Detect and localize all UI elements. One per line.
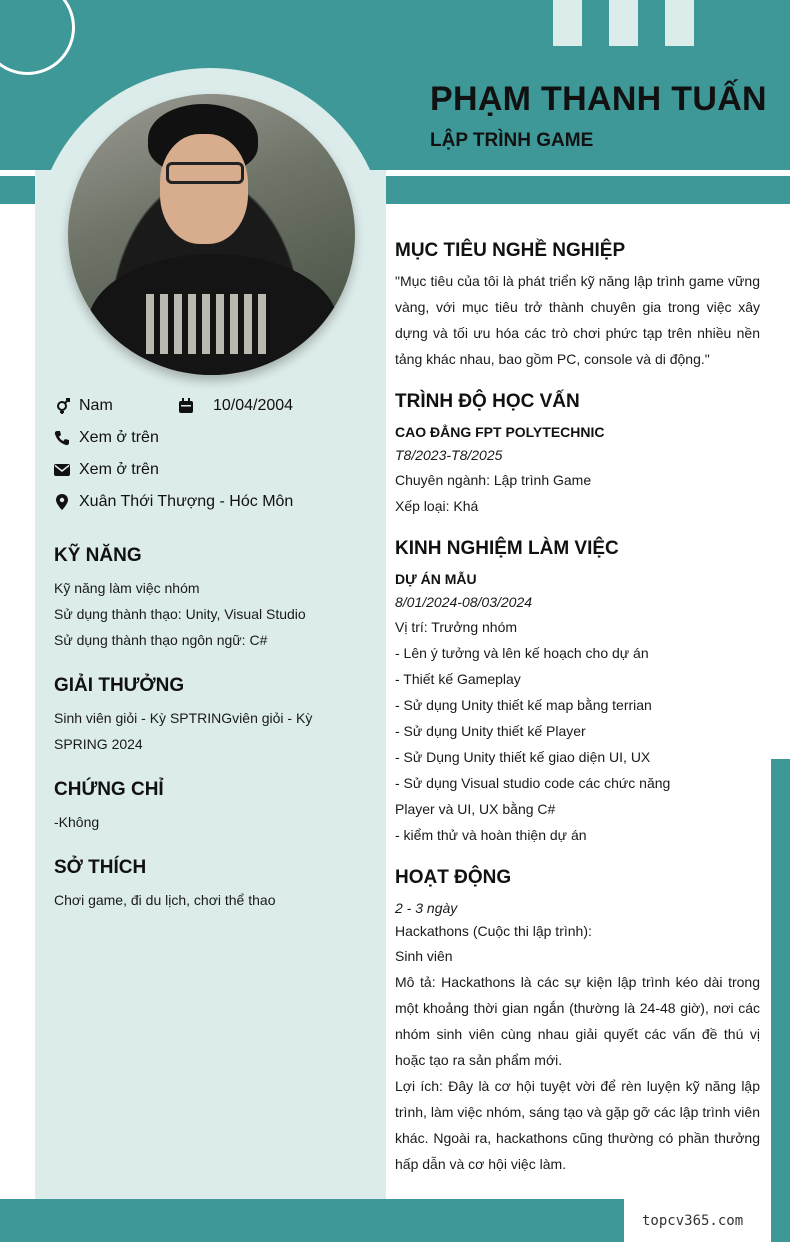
hobby-item: Chơi game, đi du lịch, chơi thể thao [54,892,276,908]
experience-line: - Sử dụng Unity thiết kế map bằng terrian [395,697,652,713]
candidate-name: PHẠM THANH TUẤN [430,80,767,118]
skills-title: KỸ NĂNG [54,545,142,566]
experience-line: - Lên ý tưởng và lên kế hoạch cho dự án [395,645,649,661]
gender-value: Nam [79,397,113,414]
experience-period: 8/01/2024-08/03/2024 [395,594,533,610]
experience-line: Vị trí: Trưởng nhóm [395,619,518,635]
gender-icon [54,398,70,414]
award-line: Sinh viên giỏi - Kỳ SPTRINGviên giỏi - Kỳ [54,710,313,726]
activity-role: Sinh viên [395,948,453,964]
activity-benefit: Lợi ích: Đây là cơ hội tuyệt vời để rèn luyện kỹ năng lập trình, làm việc nhóm, sáng tạo và gặp gỡ các lập trình viên khác. Ngoài ra, hackathons cũng thường có phần thưởng hấp dẫn và cơ hội việc làm. [395,1078,760,1172]
decorative-bar [609,0,638,46]
skill-item: Sử dụng thành thạo ngôn ngữ: C# [54,632,268,648]
address-value: Xuân Thới Thượng - Hóc Môn [79,493,294,510]
experience-line: Player và UI, UX bằng C# [395,801,556,817]
awards-title: GIẢI THƯỞNG [54,675,185,696]
location-pin-icon [54,494,70,510]
candidate-role: LẬP TRÌNH GAME [430,130,594,151]
activity-period: 2 - 3 ngày [395,900,458,916]
gender-row [54,397,113,415]
education-title: TRÌNH ĐỘ HỌC VẤN [395,391,580,412]
calendar-icon [178,398,194,414]
certificate-item: -Không [54,814,100,830]
experience-title: KINH NGHIỆM LÀM VIỆC [395,538,619,559]
project-name: DỰ ÁN MẪU [395,571,477,587]
experience-line: - Sử dụng Visual studio code các chức năng [395,775,671,791]
decorative-bar [665,0,694,46]
activity-name: Hackathons (Cuộc thi lập trình): [395,923,592,939]
education-period: T8/2023-T8/2025 [395,447,503,463]
email-row [54,461,159,479]
phone-icon [54,430,70,446]
skill-item: Sử dụng thành thạo: Unity, Visual Studio [54,606,306,622]
education-grade: Xếp loại: Khá [395,498,479,514]
activity-description: Mô tả: Hackathons là các sự kiện lập trình kéo dài trong một khoảng thời gian ngắn (thường là 24-48 giờ), nơi các nhóm sinh viên cùng nhau giải quyết các vấn đề thú vị hoặc tạo ra sản phẩm mới. [395,974,760,1068]
experience-line: - Sử Dụng Unity thiết kế giao diện UI, UX [395,749,651,765]
objective-text: "Mục tiêu của tôi là phát triển kỹ năng lập trình game vững vàng, với mục tiêu trở thành chuyên gia trong việc xây dựng và tối ưu hóa các trò chơi phức tạp trên nhiều nền tảng khác nhau, bao gồm PC, console và di động." [395,273,760,367]
footer-band [0,1199,624,1242]
experience-line: - kiểm thử và hoàn thiện dự án [395,827,587,843]
objective-title: MỤC TIÊU NGHỀ NGHIỆP [395,240,626,261]
experience-line: - Sử dụng Unity thiết kế Player [395,723,586,739]
address-row [54,493,293,511]
right-decorative-bar [771,759,790,1242]
activities-title: HOẠT ĐỘNG [395,867,512,888]
watermark: topcv365.com [642,1213,744,1229]
skill-item: Kỹ năng làm việc nhóm [54,580,200,596]
certificates-title: CHỨNG CHỈ [54,779,164,800]
avatar [68,94,355,375]
decorative-bar [553,0,582,46]
award-line: SPRING 2024 [54,736,143,752]
email-value: Xem ở trên [79,461,159,478]
phone-value: Xem ở trên [79,429,159,446]
email-icon [54,462,70,478]
experience-line: - Thiết kế Gameplay [395,671,521,687]
school-name: CAO ĐẲNG FPT POLYTECHNIC [395,424,605,440]
hobbies-title: SỞ THÍCH [54,857,147,878]
dob-row [178,397,293,415]
education-major: Chuyên ngành: Lập trình Game [395,472,592,488]
dob-value: 10/04/2004 [213,397,294,414]
phone-row [54,429,159,447]
